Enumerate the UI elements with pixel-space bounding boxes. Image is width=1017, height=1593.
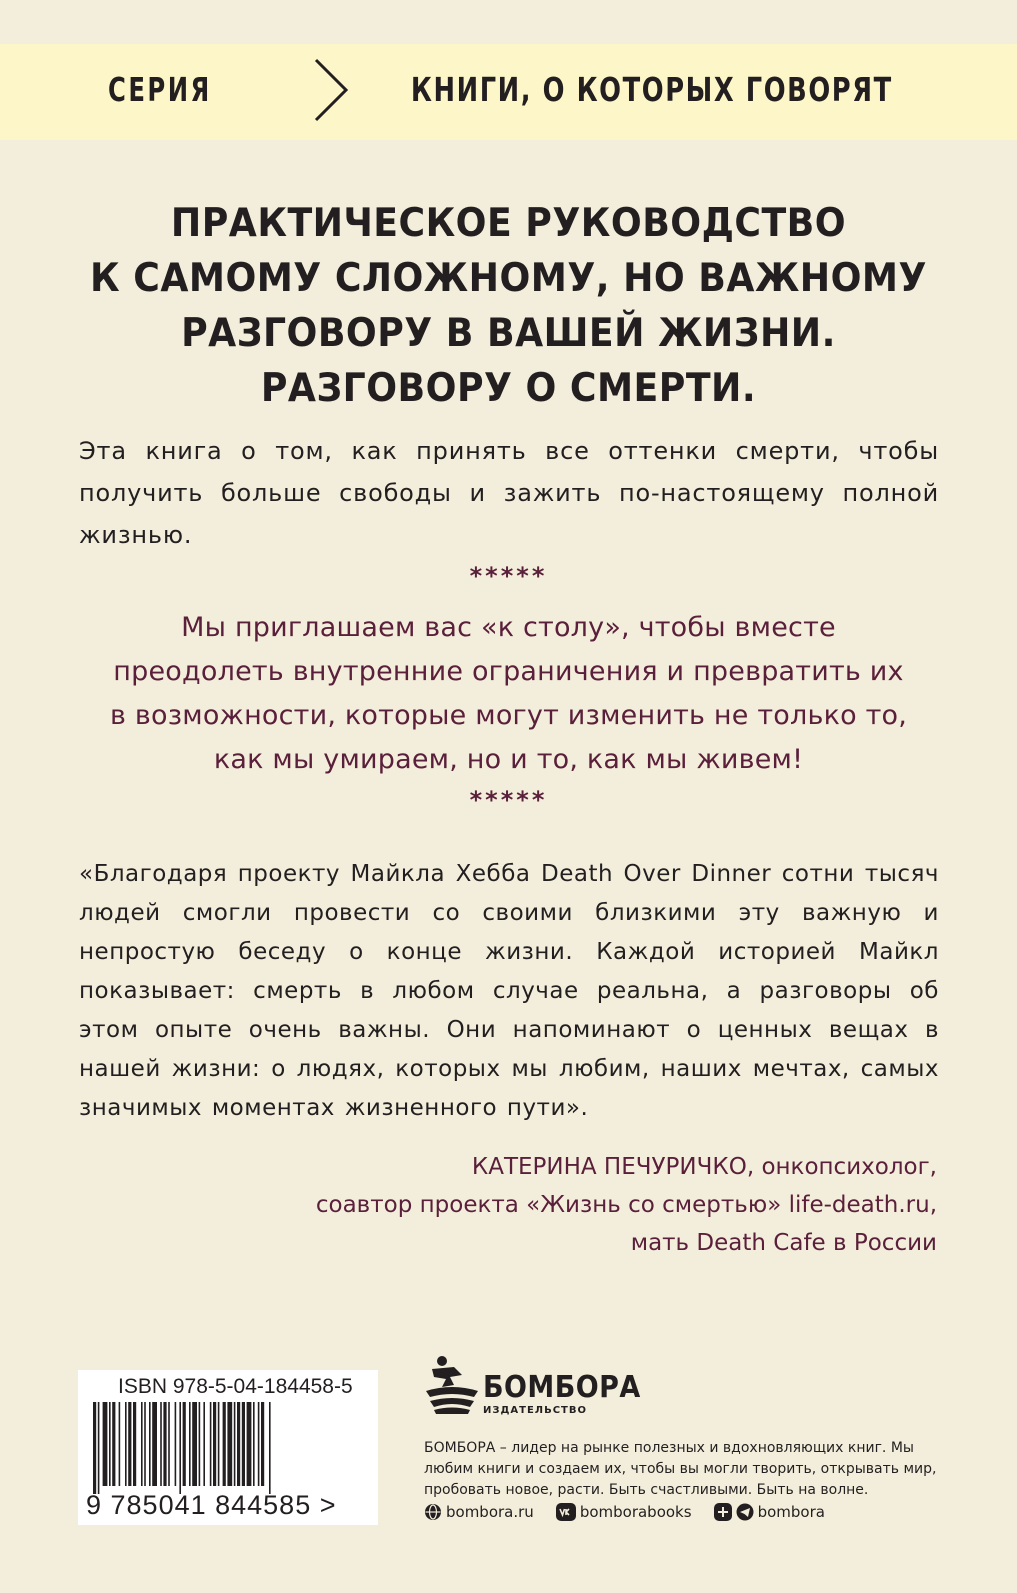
invitation-line: в возможности, которые могут изменить не только то, bbox=[109, 700, 908, 731]
attribution-line: мать Death Cafe в России bbox=[630, 1230, 937, 1256]
quote-attribution bbox=[137, 1148, 937, 1262]
barcode-bar bbox=[152, 1402, 157, 1486]
barcode-bar bbox=[128, 1402, 131, 1486]
star-separator: ***** bbox=[469, 786, 548, 814]
star-separator: ***** bbox=[469, 562, 548, 590]
social-label: bomborabooks bbox=[579, 1503, 692, 1521]
barcode-bar bbox=[175, 1402, 177, 1486]
barcode-bar bbox=[103, 1402, 108, 1486]
headline-line: РАЗГОВОРУ О СМЕРТИ. bbox=[260, 366, 757, 411]
barcode-bar bbox=[93, 1402, 96, 1494]
social-label: bombora bbox=[757, 1503, 825, 1521]
social-link-website[interactable] bbox=[424, 1503, 534, 1521]
barcode-bar bbox=[179, 1402, 181, 1494]
barcode-bar bbox=[253, 1402, 255, 1486]
barcode-bar bbox=[160, 1402, 162, 1486]
publisher-description: БОМБОРА – лидер на рынке полезных и вдохновляющих книг. Мы любим книги и создаем их, чтобы вы могли творить, открывать мир, пробовать новое, расти. Быть счастливыми. Быть на волне. bbox=[424, 1440, 937, 1498]
headline-line: РАЗГОВОРУ В ВАШЕЙ ЖИЗНИ. bbox=[181, 311, 836, 356]
attribution-line: КАТЕРИНА ПЕЧУРИЧКО, онкопсихолог, bbox=[471, 1154, 937, 1180]
invitation-paragraph bbox=[70, 606, 947, 782]
barcode-bar bbox=[247, 1402, 252, 1486]
barcode-bar bbox=[210, 1402, 212, 1486]
barcode-bar bbox=[119, 1402, 121, 1486]
telegram-icon bbox=[736, 1503, 754, 1521]
headline bbox=[0, 196, 1017, 416]
series-label: СЕРИЯ bbox=[108, 70, 212, 109]
barcode-bar bbox=[213, 1402, 216, 1486]
barcode-bar bbox=[203, 1402, 205, 1486]
social-link-messengers[interactable] bbox=[714, 1503, 825, 1521]
barcode-bar bbox=[234, 1402, 236, 1486]
barcode-bar bbox=[199, 1402, 201, 1486]
social-link-vk[interactable] bbox=[556, 1503, 692, 1521]
barcode-bar bbox=[223, 1402, 226, 1486]
barcode-bar bbox=[269, 1402, 271, 1494]
barcode-bar bbox=[189, 1402, 191, 1486]
social-label: bombora.ru bbox=[446, 1503, 534, 1521]
barcode-bar bbox=[112, 1402, 115, 1486]
barcode-bar bbox=[144, 1402, 146, 1486]
barcode-bar bbox=[109, 1402, 111, 1486]
globe-icon bbox=[424, 1503, 442, 1521]
barcode-bar bbox=[125, 1402, 127, 1486]
barcode-bar bbox=[258, 1402, 260, 1486]
headline-line: К САМОМУ СЛОЖНОМУ, НО ВАЖНОМУ bbox=[90, 256, 927, 301]
invitation-line: Мы приглашаем вас «к столу», чтобы вместе bbox=[181, 612, 836, 643]
chevron-right-icon bbox=[312, 58, 352, 122]
publisher-subtitle: ИЗДАТЕЛЬСТВО bbox=[483, 1405, 587, 1416]
barcode-bar bbox=[133, 1402, 136, 1486]
series-name: КНИГИ, О КОТОРЫХ ГОВОРЯТ bbox=[411, 70, 893, 109]
barcode-bar bbox=[168, 1402, 170, 1486]
barcode-bar bbox=[163, 1402, 166, 1486]
barcode-bar bbox=[192, 1402, 197, 1486]
bombora-logo-icon bbox=[424, 1355, 480, 1415]
barcode-bar bbox=[183, 1402, 186, 1486]
barcode-bar bbox=[261, 1402, 264, 1486]
isbn-label: ISBN 978-5-04-184458-5 bbox=[118, 1375, 353, 1398]
invitation-line: как мы умираем, но и то, как мы живем! bbox=[213, 744, 804, 775]
barcode-bar bbox=[149, 1402, 151, 1486]
barcode-bar bbox=[227, 1402, 232, 1486]
barcode-bar bbox=[98, 1402, 100, 1494]
barcode-bar bbox=[237, 1402, 240, 1486]
attribution-line: соавтор проекта «Жизнь со смертью» life-death.ru, bbox=[315, 1192, 937, 1218]
plus-icon bbox=[714, 1503, 732, 1521]
social-links bbox=[424, 1503, 847, 1521]
barcode-bar bbox=[141, 1402, 143, 1486]
headline-line: ПРАКТИЧЕСКОЕ РУКОВОДСТВО bbox=[170, 201, 847, 246]
barcode-image bbox=[85, 1402, 369, 1494]
barcode-bar bbox=[242, 1402, 245, 1486]
intro-paragraph: Эта книга о том, как принять все оттенки смерти, чтобы получить больше свободы и зажить по-настоящему полной жизнью. bbox=[79, 437, 939, 549]
invitation-line: преодолеть внутренние ограничения и превратить их bbox=[113, 656, 904, 687]
publisher-name: БОМБОРА bbox=[483, 1370, 641, 1405]
quote-paragraph: «Благодаря проекту Майкла Хебба Death Over Dinner сотни тысяч людей смогли провести со своими близкими эту важную и непростую беседу о конце жизни. Каждой историей Майкл показывает: смерть в любом случае реальна, а разговоры об этом опыте очень важны. Они напоминают о ценных вещах в нашей жизни: о людях, которых мы любим, наших мечтах, самых значимых моментах жизненного пути». bbox=[79, 861, 939, 1121]
barcode-digits: 9 785041 844585 > bbox=[86, 1490, 337, 1520]
barcode-bar bbox=[218, 1402, 220, 1486]
vk-icon bbox=[556, 1503, 576, 1521]
